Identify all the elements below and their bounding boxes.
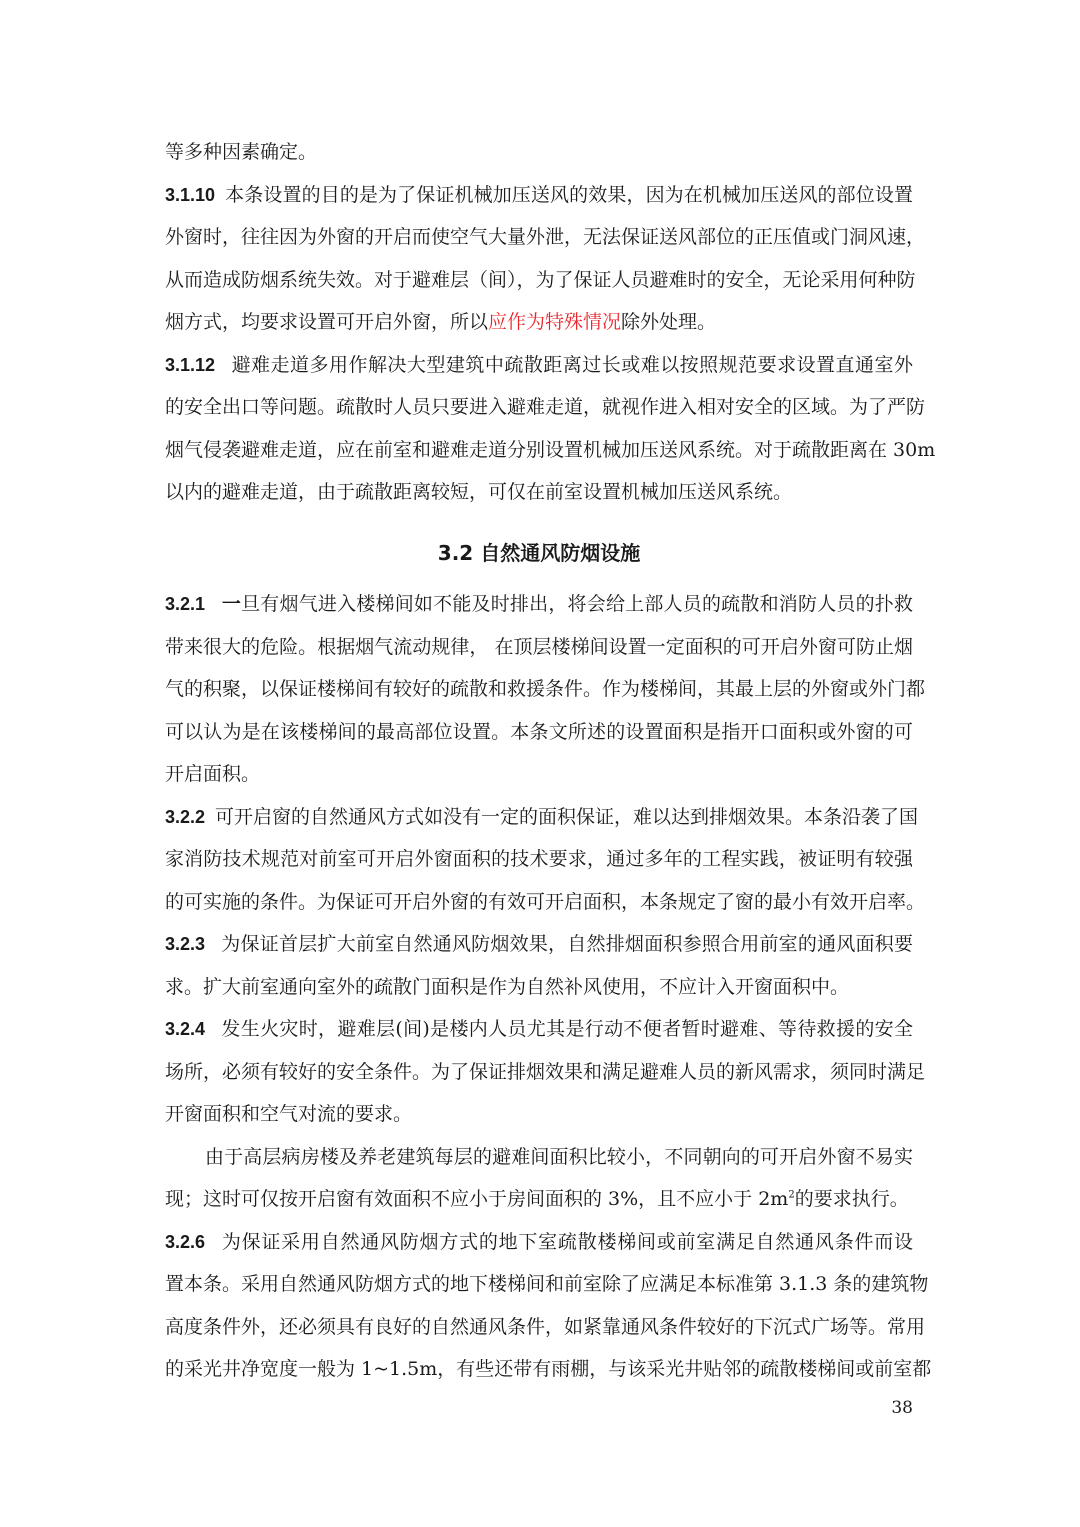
line-text: 为保证采用自然通风防烟方式的地下室疏散楼梯间或前室满足自然通风条件而设 [215,1230,913,1253]
line-text: 现；这时可仅按开启窗有效面积不应小于房间面积的 3%，且不应小于 2m [165,1188,789,1210]
line-text: 开窗面积和空气对流的要求。 [165,1103,413,1125]
clause-number: 3.2.1 [165,594,206,614]
line-text: 烟气侵袭避难走道，应在前室和避难走道分别设置机械加压送风系统。对于疏散距离在 30m [165,438,936,461]
line-text: 以内的避难走道，由于疏散距离较短，可仅在前室设置机械加压送风系统。 [165,481,793,503]
text-line [165,259,916,302]
line-text: 外窗时，往往因为外窗的开启而使空气大量外泄，无法保证送风部位的正压值或门洞风速， [165,226,926,248]
clause-number: 3.2.6 [165,1231,206,1252]
line-text: 家消防技术规范对前室可开启外窗面积的技术要求，通过多年的工程实践，被证明有较强 [165,848,913,870]
text-line [165,753,913,796]
highlighted-text: 应作为特殊情况 [488,311,622,333]
text-line [165,1306,926,1349]
page-number: 38 [891,1398,913,1418]
text-line [165,583,913,626]
text-line [165,1008,913,1051]
line-text: 除外处理。 [621,311,717,333]
line-text: 高度条件外，还必须具有良好的自然通风条件，如紧靠通风条件较好的下沉式广场等。常用 [165,1315,926,1338]
line-text: 的采光井净宽度一般为 1~1.5m，有些还带有雨棚，与该采光井贴邻的疏散楼梯间或前室都 [165,1358,932,1380]
line-text: 由于高层病房楼及养老建筑每层的避难间面积比较小，不同朝向的可开启外窗不易实 [205,1145,913,1168]
text-line [165,1051,926,1094]
text-line [165,1221,913,1264]
line-text: 场所，必须有较好的安全条件。为了保证排烟效果和满足避难人员的新风需求，须同时满足 [165,1060,926,1083]
text-line [165,626,913,669]
line-text: 本条设置的目的是为了保证机械加压送风的效果，因为在机械加压送风的部位设置 [225,183,913,206]
text-line [165,1093,913,1136]
document-body [165,131,936,1391]
clause-number: 3.2.3 [165,934,206,954]
text-line [165,174,913,217]
line-text: 的要求执行。 [794,1188,909,1210]
clause-number: 3.2.2 [165,806,206,827]
text-line [165,1136,913,1179]
line-text: 的可实施的条件。为保证可开启外窗的有效可开启面积，本条规定了窗的最小有效开启率。 [165,890,926,913]
line-text: 可以认为是在该楼梯间的最高部位设置。本条文所述的设置面积是指开口面积或外窗的可 [165,720,913,743]
text-line [165,131,913,174]
line-text: 带来很大的危险。根据烟气流动规律， 在顶层楼梯间设置一定面积的可开启外窗可防止烟 [165,635,913,658]
text-line [165,838,913,881]
text-line [165,1178,913,1221]
superscript: 2 [788,1189,795,1201]
text-line [165,966,913,1009]
line-text: 旦有烟气进入楼梯间如不能及时排出，将会给上部人员的疏散和消防人员的扑救 [241,593,913,615]
line-text: 置本条。采用自然通风防烟方式的地下楼梯间和前室除了应满足本标准第 3.1.3 条的建筑物 [165,1273,929,1295]
line-text: 从而造成防烟系统失效。对于避难层（间），为了保证人员避难时的安全，无论采用何种防 [165,268,916,291]
text-line [165,881,926,924]
text-line [165,301,913,344]
text-line [165,344,913,387]
text-line [165,429,936,472]
text-line [165,1263,929,1306]
section-heading: 3.2 自然通风防烟设施 [437,540,641,565]
text-line [165,668,926,711]
line-text: 开启面积。 [165,763,261,785]
clause-number: 3.2.4 [165,1019,206,1039]
text-line [165,711,913,754]
line-text: 的安全出口等问题。疏散时人员只要进入避难走道，就视作进入相对安全的区域。为了严防 [165,396,926,418]
bold-text: 一 [215,593,242,615]
text-line [165,796,919,839]
text-line [165,386,926,429]
line-text: 气的积聚，以保证楼梯间有较好的疏散和救援条件。作为楼梯间，其最上层的外窗或外门都 [165,678,926,700]
line-text: 为保证首层扩大前室自然通风防烟效果，自然排烟面积参照合用前室的通风面积要 [215,933,913,955]
clause-number: 3.1.12 [165,354,216,375]
line-text: 避难走道多用作解决大型建筑中疏散距离过长或难以按照规范要求设置直通室外 [225,353,913,376]
text-line [165,923,913,966]
clause-number: 3.1.10 [165,184,216,205]
line-text: 烟方式，均要求设置可开启外窗，所以 [165,311,489,333]
line-text: 求。扩大前室通向室外的疏散门面积是作为自然补风使用，不应计入开窗面积中。 [165,975,850,998]
line-text: 可开启窗的自然通风方式如没有一定的面积保证，难以达到排烟效果。本条沿袭了国 [215,805,919,828]
text-line [165,216,926,259]
text-line [165,1348,932,1391]
line-text: 发生火灾时，避难层(间)是楼内人员尤其是行动不便者暂时避难、等待救援的安全 [215,1018,913,1040]
text-line [165,471,913,514]
line-text: 等多种因素确定。 [165,141,318,163]
